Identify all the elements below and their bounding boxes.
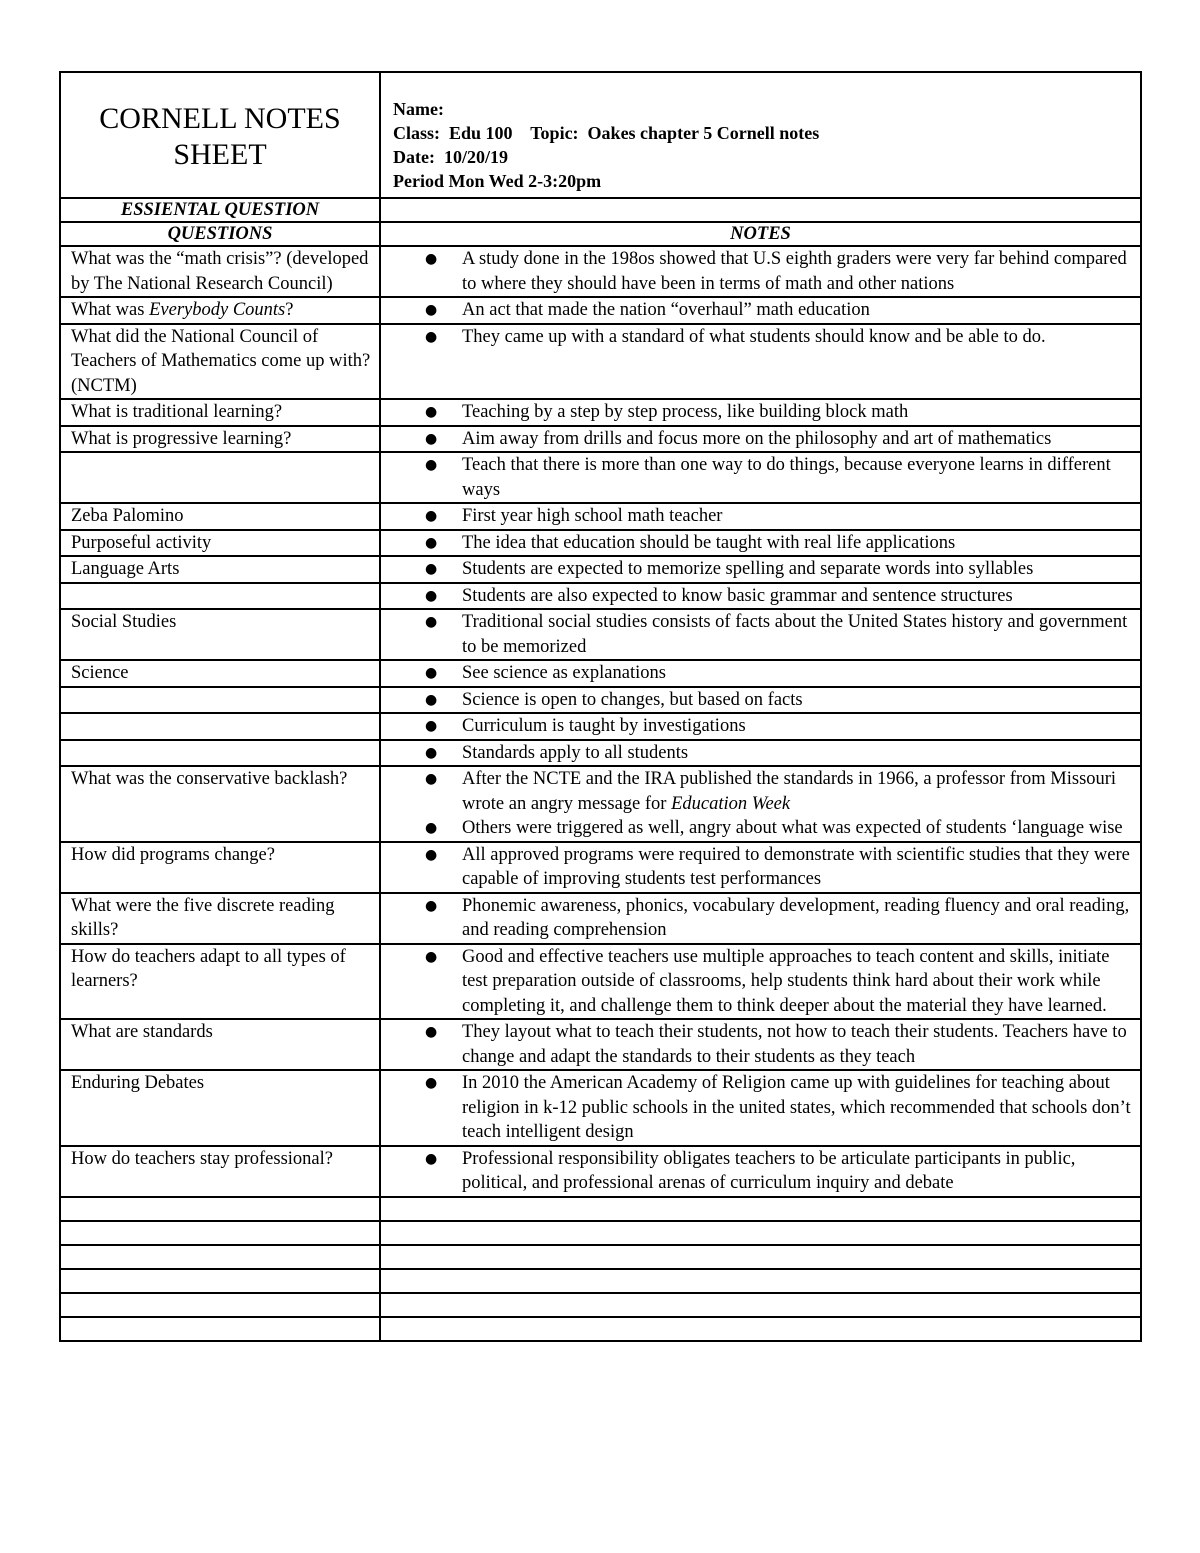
question-cell: Zeba Palomino bbox=[60, 503, 380, 530]
essential-question-heading: ESSIENTAL QUESTION bbox=[60, 198, 380, 222]
header-row bbox=[60, 72, 1141, 198]
blank-question-cell bbox=[60, 1317, 380, 1341]
note-italic-title: Education Week bbox=[671, 793, 791, 814]
table-row bbox=[60, 530, 1141, 557]
blank-row bbox=[60, 1317, 1141, 1341]
table-row bbox=[60, 503, 1141, 530]
name-label: Name: bbox=[393, 99, 444, 119]
blank-notes-cell bbox=[380, 1293, 1141, 1317]
blank-row bbox=[60, 1269, 1141, 1293]
essential-question-answer bbox=[380, 198, 1141, 222]
blank-question-cell bbox=[60, 1293, 380, 1317]
table-row bbox=[60, 842, 1141, 893]
notes-cell bbox=[380, 503, 1141, 530]
note-bullet: ● Good and effective teachers use multiple approaches to teach content and skills, initiate test preparation outside of classrooms, help students think hard about their work while completing it, and challenge them to think deeper about the material they have learned. bbox=[387, 945, 1134, 1019]
blank-question-cell bbox=[60, 1269, 380, 1293]
question-italic-title: Everybody Counts bbox=[149, 300, 286, 320]
table-row bbox=[60, 687, 1141, 714]
column-headings-row bbox=[60, 222, 1141, 246]
table-row bbox=[60, 583, 1141, 610]
note-bullet: ● Students are expected to memorize spelling and separate words into syllables bbox=[387, 557, 1134, 582]
blank-notes-cell bbox=[380, 1269, 1141, 1293]
question-cell: How do teachers adapt to all types of learners? bbox=[60, 944, 380, 1020]
blank-row bbox=[60, 1293, 1141, 1317]
table-row bbox=[60, 944, 1141, 1020]
notes-cell bbox=[380, 324, 1141, 400]
notes-cell bbox=[380, 740, 1141, 767]
notes-cell bbox=[380, 399, 1141, 426]
question-cell: Enduring Debates bbox=[60, 1070, 380, 1146]
notes-cell bbox=[380, 583, 1141, 610]
blank-notes-cell bbox=[380, 1221, 1141, 1245]
note-bullet: ● First year high school math teacher bbox=[387, 504, 1134, 529]
table-row bbox=[60, 246, 1141, 297]
date-line: Date: 10/20/19 bbox=[393, 147, 508, 167]
question-cell bbox=[60, 687, 380, 714]
notes-cell bbox=[380, 944, 1141, 1020]
table-row bbox=[60, 893, 1141, 944]
blank-question-cell bbox=[60, 1221, 380, 1245]
note-bullet: ● A study done in the 198os showed that U.S eighth graders were very far behind compared to where they should have been in terms of math and other nations bbox=[387, 247, 1134, 296]
blank-question-cell bbox=[60, 1197, 380, 1221]
note-bullet: ● Traditional social studies consists of facts about the United States history and government to be memorized bbox=[387, 610, 1134, 659]
notes-cell bbox=[380, 893, 1141, 944]
table-row bbox=[60, 426, 1141, 453]
question-text: What was bbox=[71, 300, 150, 320]
note-bullet: ● All approved programs were required to demonstrate with scientific studies that they were capable of improving students test performances bbox=[387, 843, 1134, 892]
question-cell: What was the “math crisis”? (developed by The National Research Council) bbox=[60, 246, 380, 297]
blank-notes-cell bbox=[380, 1245, 1141, 1269]
question-cell: How did programs change? bbox=[60, 842, 380, 893]
blank-notes-cell bbox=[380, 1317, 1141, 1341]
notes-cell bbox=[380, 1146, 1141, 1197]
notes-cell bbox=[380, 246, 1141, 297]
table-row bbox=[60, 324, 1141, 400]
note-bullet: ● Teach that there is more than one way to do things, because everyone learns in different ways bbox=[387, 453, 1134, 502]
question-cell: How do teachers stay professional? bbox=[60, 1146, 380, 1197]
note-bullet: ● Professional responsibility obligates teachers to be articulate participants in public, political, and professional arenas of curriculum inquiry and debate bbox=[387, 1147, 1134, 1196]
note-bullet: ● The idea that education should be taught with real life applications bbox=[387, 531, 1134, 556]
sheet-title: CORNELL NOTES SHEET bbox=[60, 72, 380, 198]
note-bullet: ● See science as explanations bbox=[387, 661, 1134, 686]
notes-heading: NOTES bbox=[380, 222, 1141, 246]
blank-question-cell bbox=[60, 1245, 380, 1269]
table-row bbox=[60, 766, 1141, 842]
note-bullet: ● Standards apply to all students bbox=[387, 741, 1134, 766]
table-row bbox=[60, 1070, 1141, 1146]
notes-cell bbox=[380, 687, 1141, 714]
blank-row bbox=[60, 1245, 1141, 1269]
note-bullet: ● Teaching by a step by step process, like building block math bbox=[387, 400, 1134, 425]
table-row bbox=[60, 399, 1141, 426]
blank-notes-cell bbox=[380, 1197, 1141, 1221]
notes-cell bbox=[380, 297, 1141, 324]
table-row bbox=[60, 297, 1141, 324]
question-cell: What was the conservative backlash? bbox=[60, 766, 380, 842]
blank-row bbox=[60, 1197, 1141, 1221]
table-row bbox=[60, 1146, 1141, 1197]
note-bullet: ● They came up with a standard of what students should know and be able to do. bbox=[387, 325, 1134, 350]
note-bullet: ● An act that made the nation “overhaul” math education bbox=[387, 298, 1134, 323]
notes-cell bbox=[380, 426, 1141, 453]
class-topic-line: Class: Edu 100 Topic: Oakes chapter 5 Cornell notes bbox=[393, 123, 820, 143]
header-info bbox=[380, 72, 1141, 198]
question-cell bbox=[60, 583, 380, 610]
question-cell: What is progressive learning? bbox=[60, 426, 380, 453]
note-bullet: ● Others were triggered as well, angry about what was expected of students ‘language wise bbox=[387, 816, 1134, 841]
table-row bbox=[60, 740, 1141, 767]
notes-cell bbox=[380, 1019, 1141, 1070]
notes-cell bbox=[380, 713, 1141, 740]
essential-question-row bbox=[60, 198, 1141, 222]
cornell-notes-table bbox=[59, 71, 1142, 1342]
question-cell: Purposeful activity bbox=[60, 530, 380, 557]
note-bullet: ● Phonemic awareness, phonics, vocabulary development, reading fluency and oral reading, and reading comprehension bbox=[387, 894, 1134, 943]
question-cell: What are standards bbox=[60, 1019, 380, 1070]
note-bullet: ● They layout what to teach their students, not how to teach their students. Teachers have to change and adapt the standards to their students as they teach bbox=[387, 1020, 1134, 1069]
question-cell: What is traditional learning? bbox=[60, 399, 380, 426]
note-bullet bbox=[387, 767, 1134, 816]
notes-cell bbox=[380, 556, 1141, 583]
note-text: After the NCTE and the IRA published the standards in 1966, a professor from Missouri wrote an angry message for bbox=[462, 769, 1117, 814]
question-cell bbox=[60, 452, 380, 503]
notes-cell bbox=[380, 660, 1141, 687]
note-bullet: ● Students are also expected to know basic grammar and sentence structures bbox=[387, 584, 1134, 609]
question-cell: What did the National Council of Teachers of Mathematics come up with? (NCTM) bbox=[60, 324, 380, 400]
note-bullet: ● Aim away from drills and focus more on the philosophy and art of mathematics bbox=[387, 427, 1134, 452]
question-text-end: ? bbox=[285, 300, 294, 320]
table-row bbox=[60, 609, 1141, 660]
blank-row bbox=[60, 1221, 1141, 1245]
question-cell bbox=[60, 713, 380, 740]
table-row bbox=[60, 1019, 1141, 1070]
period-line: Period Mon Wed 2-3:20pm bbox=[393, 171, 602, 191]
notes-cell bbox=[380, 452, 1141, 503]
notes-cell bbox=[380, 609, 1141, 660]
question-cell bbox=[60, 297, 380, 324]
question-cell: Social Studies bbox=[60, 609, 380, 660]
table-row bbox=[60, 452, 1141, 503]
notes-cell bbox=[380, 1070, 1141, 1146]
table-row bbox=[60, 660, 1141, 687]
question-cell: Science bbox=[60, 660, 380, 687]
question-cell: What were the five discrete reading skills? bbox=[60, 893, 380, 944]
note-bullet: ● Curriculum is taught by investigations bbox=[387, 714, 1134, 739]
table-row bbox=[60, 556, 1141, 583]
note-bullet: ● Science is open to changes, but based on facts bbox=[387, 688, 1134, 713]
notes-cell bbox=[380, 842, 1141, 893]
note-bullet: ● In 2010 the American Academy of Religion came up with guidelines for teaching about religion in k-12 public schools in the united states, which recommended that schools don’t teach intelligent design bbox=[387, 1071, 1134, 1145]
questions-heading: QUESTIONS bbox=[60, 222, 380, 246]
table-row bbox=[60, 713, 1141, 740]
notes-cell bbox=[380, 530, 1141, 557]
question-cell: Language Arts bbox=[60, 556, 380, 583]
notes-cell bbox=[380, 766, 1141, 842]
question-cell bbox=[60, 740, 380, 767]
